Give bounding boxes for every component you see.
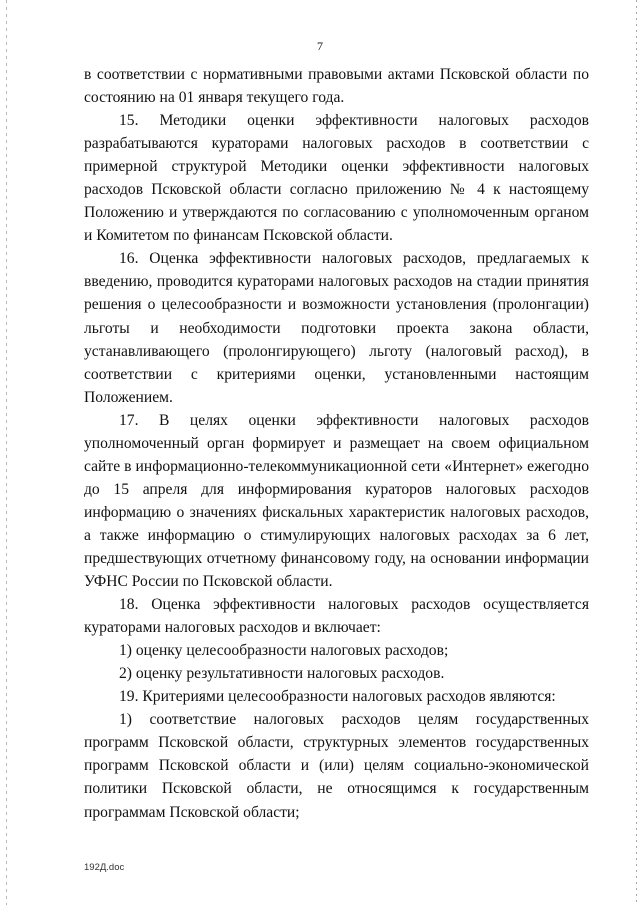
footer-filename: 192Д.doc (84, 862, 125, 873)
paragraph-continuation: в соответствии с нормативными правовыми актами Псковской области по состоянию на 01 января текущего года. (84, 66, 589, 107)
paragraph-18-item-2: 2) оценку результативности налоговых расходов. (119, 665, 445, 683)
paragraph-18-item-1: 1) оценку целесообразности налоговых расходов; (119, 642, 449, 660)
scan-edge-left (6, 0, 7, 905)
document-body (84, 63, 589, 824)
paragraph-15: 15. Методики оценки эффективности налоговых расходов разрабатываются кураторами налоговых расходов в соответствии с примерной структурой Методики оценки эффективности налоговых расходов Псковской области согласно приложению № 4 к настоящему Положению и утверждаются по согласованию с уполномоченным органом и Комитетом по финансам Псковской области. (84, 112, 589, 245)
paragraph-17: 17. В целях оценки эффективности налоговых расходов уполномоченный орган формирует и размещает на своем официальном сайте в информационно-телекоммуникационной сети «Интернет» ежегодно до 15 апреля для информирования кураторов налоговых расходов информацию о значениях фискальных характеристик налоговых расходов, а также информацию о стимулирующих налоговых расходах за 6 лет, предшествующих отчетному финансовому году, на основании информации УФНС России по Псковской области. (84, 411, 589, 591)
scan-edge-right (636, 0, 637, 905)
paragraph-16: 16. Оценка эффективности налоговых расходов, предлагаемых к введению, проводится кураторами налоговых расходов на стадии принятия решения о целесообразности и возможности установления (пролонгации) льготы и необходимости подготовки проекта закона области, устанавливающего (пролонгирующего) льготу (налоговый расход), в соответствии с критериями оценки, установленными настоящим Положением. (84, 250, 589, 406)
paragraph-18: 18. Оценка эффективности налоговых расходов осуществляется кураторами налоговых расходов и включает: (84, 596, 589, 637)
page-number: 7 (317, 39, 323, 53)
paragraph-19-item-1: 1) соответствие налоговых расходов целям государственных программ Псковской области, структурных элементов государственных программ Псковской области и (или) целям социально-экономической политики Псковской области, не относящимся к государственным программам Псковской области; (84, 711, 589, 821)
paragraph-19: 19. Критериями целесообразности налоговых расходов являются: (119, 688, 556, 706)
